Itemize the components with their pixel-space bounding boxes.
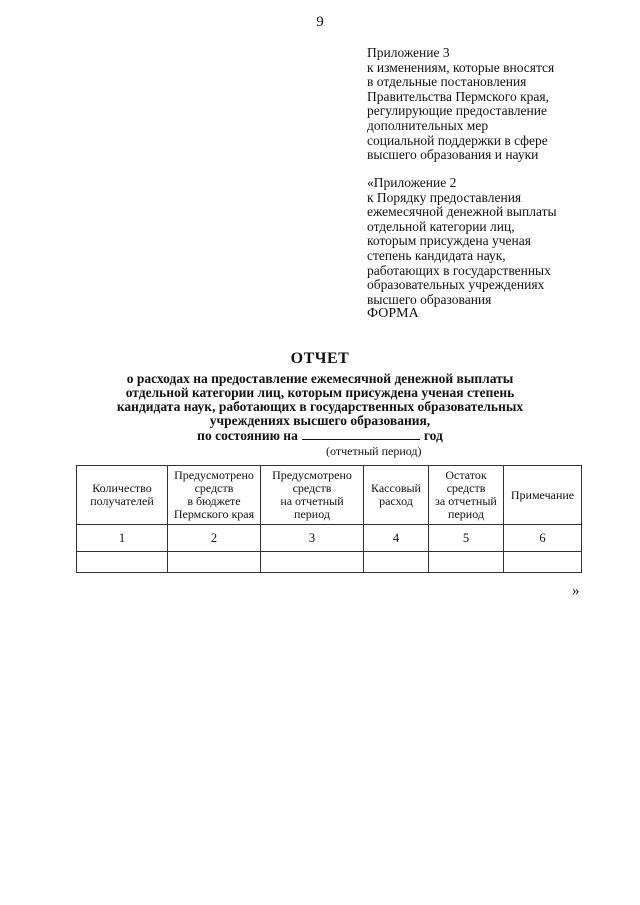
header-remaining-funds: Остаток средств за отчетный период [429,466,504,525]
appendix-2-line: степень кандидата наук, [367,247,506,263]
appendix-2-line: образовательных учреждениях [367,277,545,293]
column-number: 4 [364,525,429,552]
column-number: 6 [504,525,582,552]
appendix-3-line: Приложение 3 [367,45,450,60]
appendix-2-line: отдельной категории лиц, [367,218,515,234]
appendix-3-line: высшего образования и науки [367,147,539,163]
report-date-line [0,427,640,444]
table-cell[interactable] [168,552,261,573]
table-cell[interactable] [77,552,168,573]
date-suffix: год [423,428,443,443]
report-title: ОТЧЕТ [290,350,350,367]
appendix-3-line: в отдельные постановления [367,74,527,90]
report-subtitle-line: кандидата наук, работающих в государственных образовательных [116,399,524,414]
column-number: 3 [261,525,364,552]
appendix-2-line: высшего образования [367,291,492,307]
table-cell[interactable] [364,552,429,573]
appendix-2-line: ежемесячной денежной выплаты [367,204,557,220]
header-cash-expense: Кассовый расход [364,466,429,525]
appendix-3-line: к изменениям, которые вносятся [367,59,555,75]
appendix-3-line: социальной поддержки в сфере [367,132,548,148]
appendix-2-line: которым присуждена ученая [367,233,531,249]
appendix-3-line: Правительства Пермского края, [367,88,549,104]
closing-quote: » [572,583,580,599]
column-number: 2 [168,525,261,552]
date-prefix: по состоянию на [197,428,298,443]
report-subtitle [0,372,640,428]
table-column-numbers-row [77,525,582,552]
appendix-3-line: регулирующие предоставление [367,103,547,119]
appendix-3-block [367,46,607,163]
date-blank-field[interactable] [302,427,420,440]
header-period-planned: Предусмотрено средств на отчетный период [261,466,364,525]
report-subtitle-line: о расходах на предоставление ежемесячной денежной выплаты [126,371,514,386]
report-table [76,465,582,573]
table-header-row [77,466,582,525]
page-number: 9 [316,14,324,30]
table-data-row [77,552,582,573]
appendix-3-line: дополнительных мер [367,117,489,133]
column-number: 5 [429,525,504,552]
report-subtitle-line: учреждениях высшего образования, [209,413,431,428]
table-cell[interactable] [504,552,582,573]
header-note: Примечание [504,466,582,525]
header-recipients-count: Количество получателей [77,466,168,525]
table-cell[interactable] [261,552,364,573]
appendix-2-line: работающих в государственных [367,262,551,278]
appendix-2-block [367,176,607,307]
report-subtitle-line: отдельной категории лиц, которым присуждена ученая степень [125,385,515,400]
header-budget-planned: Предусмотрено средств в бюджете Пермского края [168,466,261,525]
appendix-2-line: «Приложение 2 [367,175,457,190]
table-cell[interactable] [429,552,504,573]
appendix-2-line: к Порядку предоставления [367,189,522,205]
form-label: ФОРМА [367,306,419,321]
column-number: 1 [77,525,168,552]
period-caption: (отчетный период) [326,444,422,458]
